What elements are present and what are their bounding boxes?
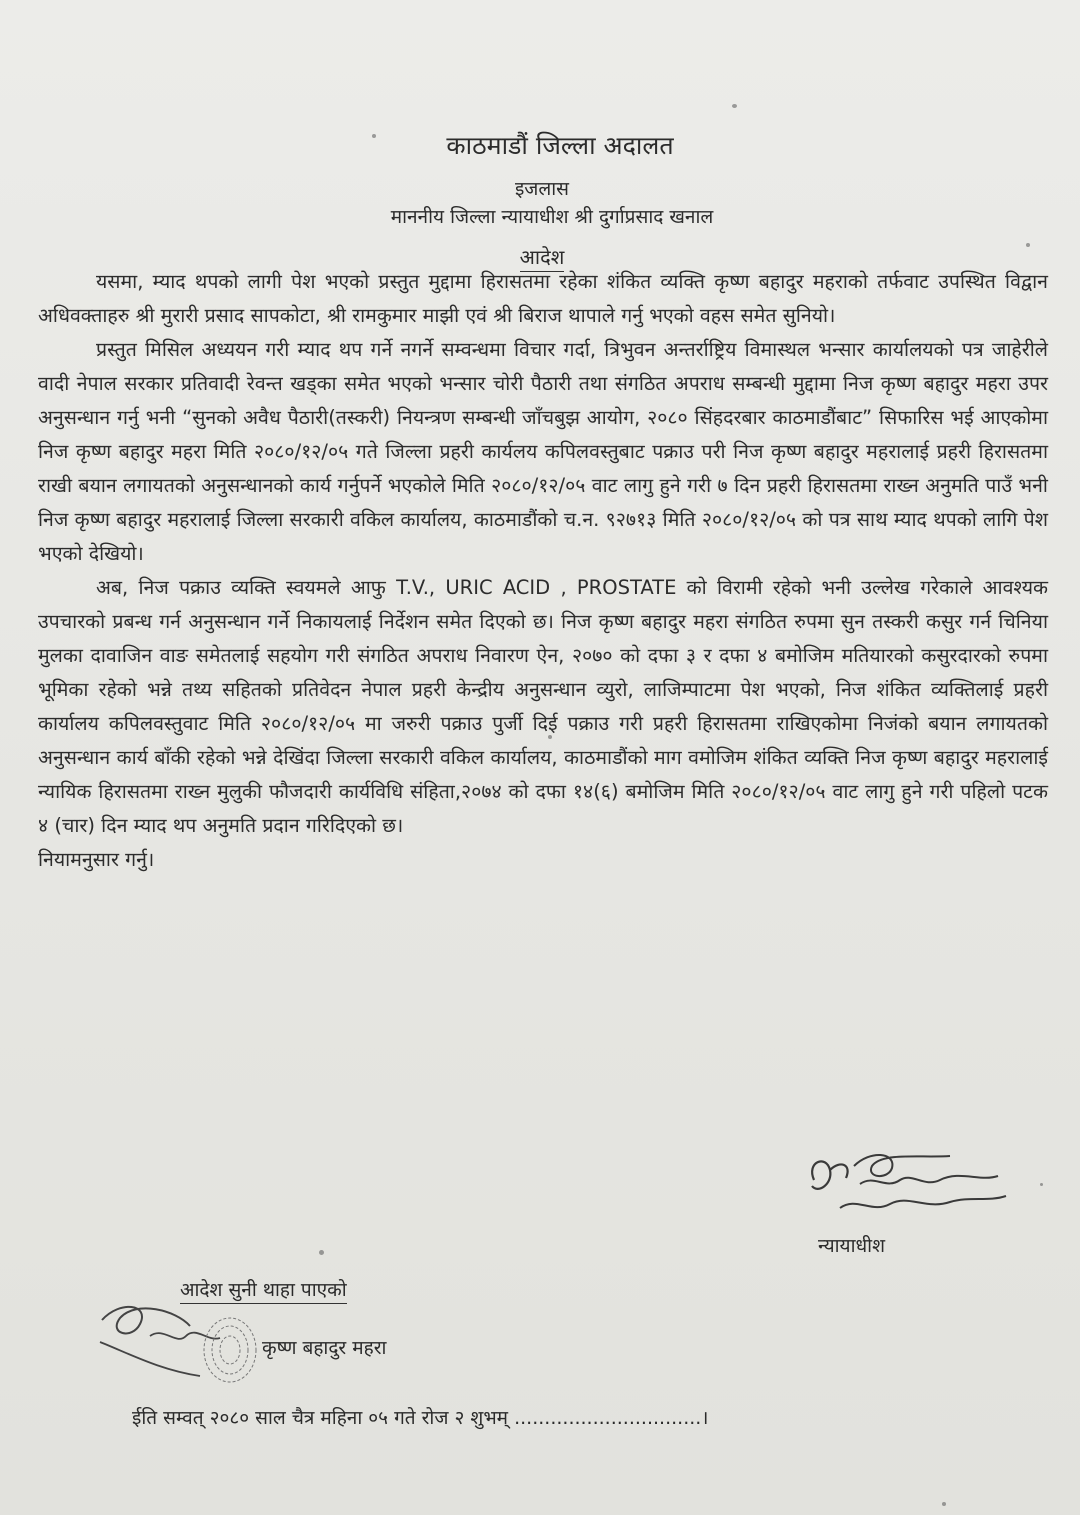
ink-speck [942, 1502, 946, 1506]
acknowledgement-title [180, 1276, 347, 1302]
ink-speck [1040, 1183, 1043, 1186]
order-title-text: आदेश [520, 245, 565, 272]
acknowledgement-name: कृष्ण बहादुर महरा [262, 1337, 387, 1359]
judge-line: माननीय जिल्ला न्यायाधीश श्री दुर्गाप्रसाद खनाल [390, 206, 714, 228]
paragraph: यसमा, म्याद थपको लागी पेश भएको प्रस्तुत मुद्दामा हिरासतमा रहेका शंकित व्यक्ति कृष्ण बहादुर महराको तर्फवाट उपस्थित विद्वान अधिवक्ताहरु श्री मुरारी प्रसाद सापकोटा, श्री रामकुमार माझी एवं श्री बिराज थापाले गर्नु भएको वहस समेत सुनियो। [38, 270, 1048, 327]
judge-label: न्यायाधीश [818, 1235, 886, 1257]
paragraph: अब, निज पक्राउ व्यक्ति स्वयमले आफु T.V., URIC ACID , PROSTATE को विरामी रहेको भनी उल्लेख गरेकाले आवश्यक उपचारको प्रबन्ध गर्न अनुसन्धान गर्ने निकायलाई निर्देशन समेत दिएको छ। निज कृष्ण बहादुर महरा संगठित रुपमा सुन तस्करी कसुर गर्न चिनिया मुलका दावाजिन वाङ समेतलाई सहयोग गरी संगठित अपराध निवारण ऐन, २०७० को दफा ३ र दफा ४ बमोजिम मतियारको कसुरदारको रुपमा भूमिका रहेको भन्ने तथ्य सहितको प्रतिवेदन नेपाल प्रहरी केन्द्रीय अनुसन्धान व्युरो, लाजिम्पाटमा पेश भएको, निज शंकित व्यक्तिलाई प्रहरी कार्यालय कपिलवस्तुवाट मिति २०८०/१२/०५ मा जरुरी पक्राउ पुर्जी दिई पक्राउ गरी प्रहरी हिरासतमा राखिएकोमा निजंको बयान लगायतको अनुसन्धान कार्य बाँकी रहेको भन्ने देखिंदा जिल्ला सरकारी वकिल कार्यालय, काठमाडौंको माग वमोजिम शंकित व्यक्ति निज कृष्ण बहादुर महरालाई न्यायिक हिरासतमा राख्न मुलुकी फौजदारी कार्यविधि संहिता,२०७४ को दफा १४(६) बमोजिम मिति २०८०/१२/०५ वाट लागु हुने गरी पहिलो पटक ४ (चार) दिन म्याद थप अनुमति प्रदान गरिदिएको छ। [38, 576, 1048, 837]
judge-signature [800, 1140, 1030, 1230]
acknowledgement-title-text: आदेश सुनी थाहा पाएको [180, 1279, 347, 1304]
court-name: काठमाडौं जिल्ला अदालत [446, 131, 674, 160]
ink-speck [732, 104, 737, 108]
ink-speck [319, 1250, 324, 1255]
paragraph: नियामनुसार गर्नु। [38, 848, 155, 871]
date-line: ईति सम्वत् २०८० साल चैत्र महिना ०५ गते रोज २ शुभम् ...............................। [132, 1407, 709, 1429]
order-body [38, 265, 1048, 877]
bench-label: इजलास [514, 178, 570, 200]
paragraph: प्रस्तुत मिसिल अध्ययन गरी म्याद थप गर्ने नगर्ने सम्वन्धमा विचार गर्दा, त्रिभुवन अन्तर्राष्ट्रिय विमास्थल भन्सार कार्यालयको पत्र जाहेरीले वादी नेपाल सरकार प्रतिवादी रेवन्त खड्का समेत भएको भन्सार चोरी पैठारी तथा संगठित अपराध सम्बन्धी मुद्दामा निज कृष्ण बहादुर महरा उपर अनुसन्धान गर्नु भनी “सुनको अवैध पैठारी(तस्करी) नियन्त्रण सम्बन्धी जाँचबुझ आयोग, २०८० सिंहदरबार काठमाडौंबाट” सिफारिस भई आएकोमा निज कृष्ण बहादुर महरा मिति २०८०/१२/०५ गते जिल्ला प्रहरी कार्यलय कपिलवस्तुबाट पक्राउ परी निज कृष्ण बहादुर महरालाई प्रहरी हिरासतमा राखी बयान लगायतको अनुसन्धानको कार्य गर्नुपर्ने भएकोले मिति २०८०/१२/०५ वाट लागु हुने गरी ७ दिन प्रहरी हिरासतमा राख्न अनुमति पाउँ भनी निज कृष्ण बहादुर महरालाई जिल्ला सरकारी वकिल कार्यालय, काठमाडौंको च.न. ९२७१३ मिति २०८०/१२/०५ को पत्र साथ म्याद थपको लागि पेश भएको देखियो। [38, 338, 1048, 565]
